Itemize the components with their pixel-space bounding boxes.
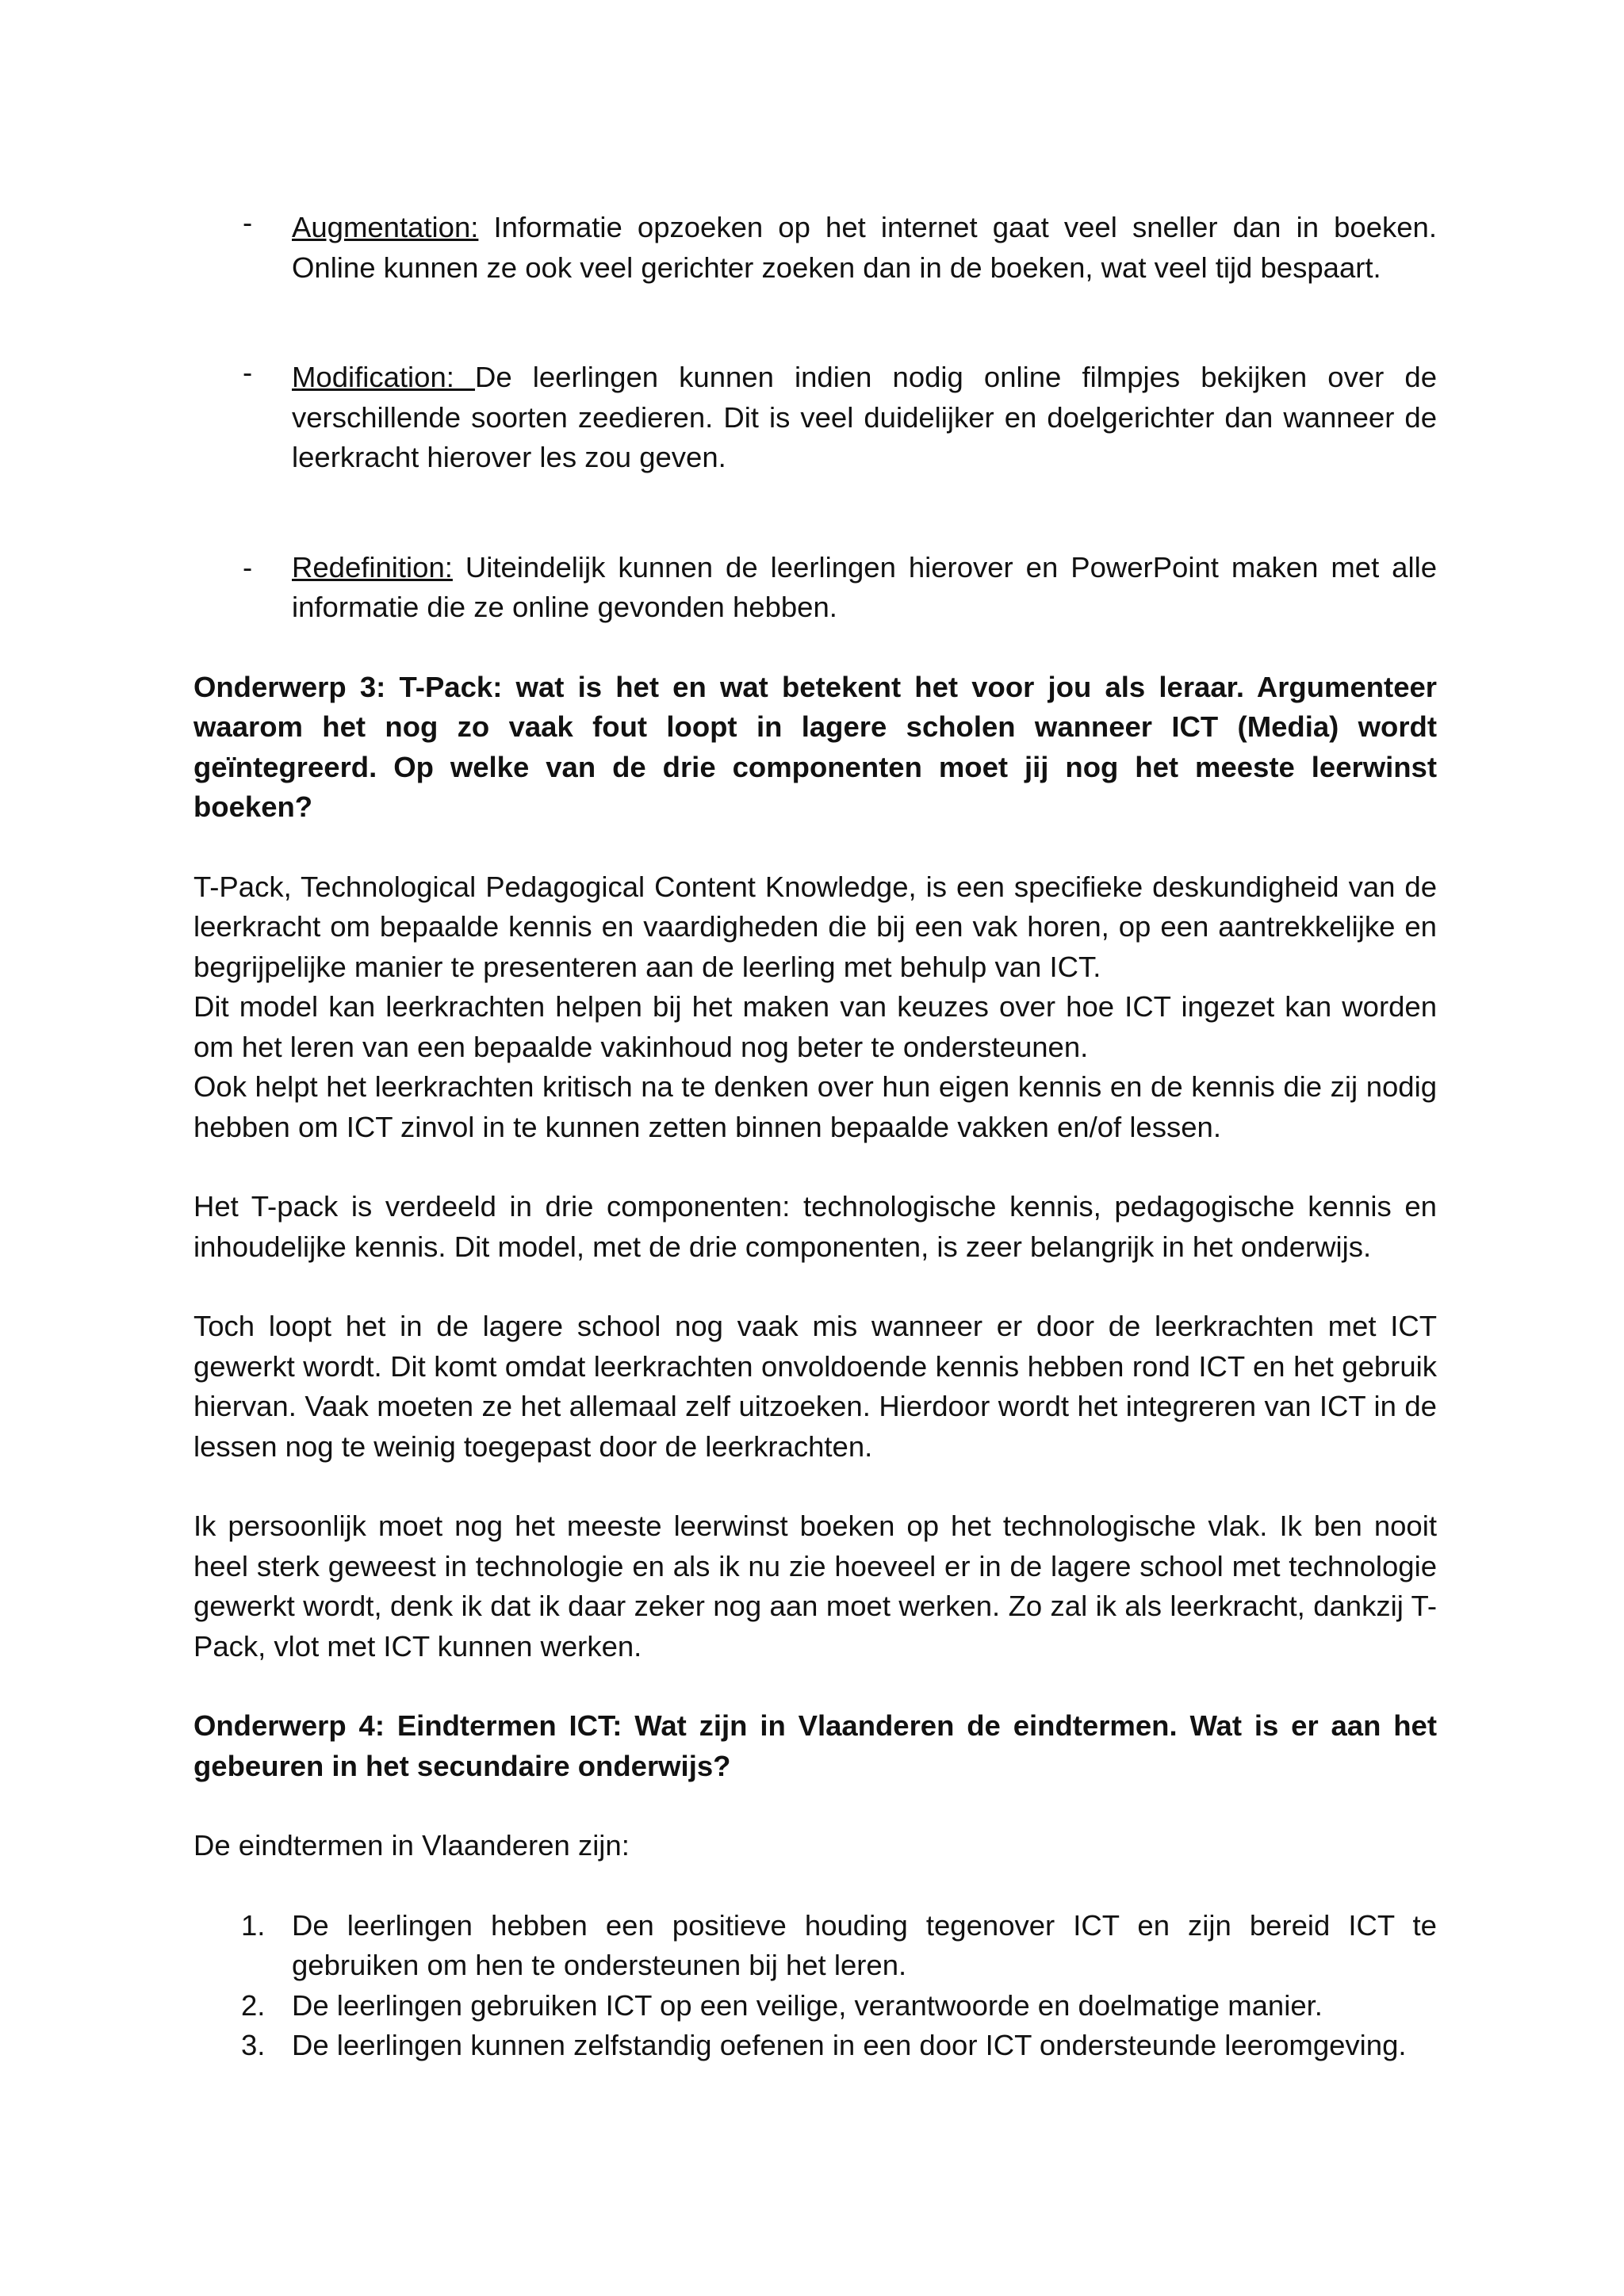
bullet-text: Uiteindelijk kunnen de leerlingen hierover en PowerPoint maken met alle informatie die ze online gevonden hebben.: [292, 550, 1437, 623]
spacer: [193, 1866, 1437, 1906]
list-item-text: De leerlingen kunnen zelfstandig oefenen in een door ICT ondersteunde leeromgeving.: [292, 2029, 1407, 2061]
list-item: [193, 1986, 1437, 2026]
list-number: 1.: [241, 1908, 266, 1942]
spacer: [193, 628, 1437, 668]
list-item: [193, 2026, 1437, 2066]
paragraph-line: Ook helpt het leerkrachten kritisch na te denken over hun eigen kennis en de kennis die zij nodig hebben om ICT zinvol in te kunnen zetten binnen bepaalde vakken en/of lessen.: [193, 1070, 1437, 1143]
bullet-term: Redefinition:: [292, 550, 453, 584]
spacer: [193, 1667, 1437, 1706]
paragraph-line: Dit model kan leerkrachten helpen bij het maken van keuzes over hoe ICT ingezet kan worden om het leren van een bepaalde vakinhoud nog beter te ondersteunen.: [193, 990, 1437, 1063]
topic3-heading: Onderwerp 3: T-Pack: wat is het en wat betekent het voor jou als leraar. Argumenteer waarom het nog zo vaak fout loopt in lagere scholen wanneer ICT (Media) wordt geïntegreerd. Op welke van de drie componenten moet jij nog het meeste leerwinst boeken?: [193, 670, 1437, 823]
list-number: 2.: [241, 1988, 266, 2022]
spacer: [193, 1147, 1437, 1187]
topic4-intro: De eindtermen in Vlaanderen zijn:: [193, 1829, 630, 1862]
bullet-marker: -: [243, 356, 253, 388]
eindtermen-list: [193, 1906, 1437, 2066]
bullet-marker: -: [243, 550, 253, 584]
bullet-term: Modification:: [292, 361, 476, 393]
bullet-marker: -: [243, 206, 253, 239]
bullet-term: Augmentation:: [292, 211, 479, 243]
paragraph-line: T-Pack, Technological Pedagogical Content Knowledge, is een specifieke deskundigheid van de leerkracht om bepaalde kennis en vaardigheden die bij een vak horen, op een aantrekkelijke en begrijpelijke manier te presenteren aan de leerling met behulp van ICT.: [193, 870, 1437, 983]
list-item-text: De leerlingen hebben een positieve houding tegenover ICT en zijn bereid ICT te gebruiken om hen te ondersteunen bij het leren.: [292, 1908, 1437, 1981]
spacer: [193, 478, 1437, 548]
spacer: [193, 1467, 1437, 1506]
topic3-paragraph-1: [193, 867, 1437, 1148]
list-item-text: De leerlingen gebruiken ICT op een veilige, verantwoorde en doelmatige manier.: [292, 1988, 1323, 2022]
topic3-paragraph-3: Toch loopt het in de lagere school nog vaak mis wanneer er door de leerkrachten met ICT gewerkt wordt. Dit komt omdat leerkrachten onvoldoende kennis hebben rond ICT en het gebruik hiervan. Vaak moeten ze het allemaal zelf uitzoeken. Hierdoor wordt het integreren van ICT in de lessen nog te weinig toegepast door de leerkrachten.: [193, 1310, 1437, 1463]
topic3-paragraph-2: Het T-pack is verdeeld in drie componenten: technologische kennis, pedagogische kennis en inhoudelijke kennis. Dit model, met de drie componenten, is zeer belangrijk in het onderwijs.: [193, 1190, 1437, 1263]
spacer: [193, 1786, 1437, 1826]
bullet-redefinition: [193, 548, 1437, 628]
spacer: [193, 1267, 1437, 1307]
topic4-heading: Onderwerp 4: Eindtermen ICT: Wat zijn in Vlaanderen de eindtermen. Wat is er aan het gebeuren in het secundaire onderwijs?: [193, 1709, 1437, 1782]
bullet-text: Informatie opzoeken op het internet gaat veel sneller dan in boeken. Online kunnen ze ook veel gerichter zoeken dan in de boeken, wat veel tijd bespaart.: [292, 211, 1437, 284]
bullet-augmentation: [193, 208, 1437, 288]
spacer: [193, 828, 1437, 867]
list-number: 3.: [241, 2029, 266, 2061]
bullet-modification: [193, 358, 1437, 478]
topic3-paragraph-4: Ik persoonlijk moet nog het meeste leerwinst boeken op het technologische vlak. Ik ben nooit heel sterk geweest in technologie en als ik nu zie hoeveel er in de lagere school met technologie gewerkt wordt, denk ik dat ik daar zeker nog aan moet werken. Zo zal ik als leerkracht, dankzij T-Pack, vlot met ICT kunnen werken.: [193, 1510, 1437, 1663]
list-item: [193, 1906, 1437, 1986]
document-page: [193, 208, 1437, 2066]
samr-bullet-list: [193, 208, 1437, 628]
spacer: [193, 288, 1437, 358]
bullet-text: De leerlingen kunnen indien nodig online filmpjes bekijken over de verschillende soorten zeedieren. Dit is veel duidelijker en doelgerichter dan wanneer de leerkracht hierover les zou geven.: [292, 361, 1437, 473]
